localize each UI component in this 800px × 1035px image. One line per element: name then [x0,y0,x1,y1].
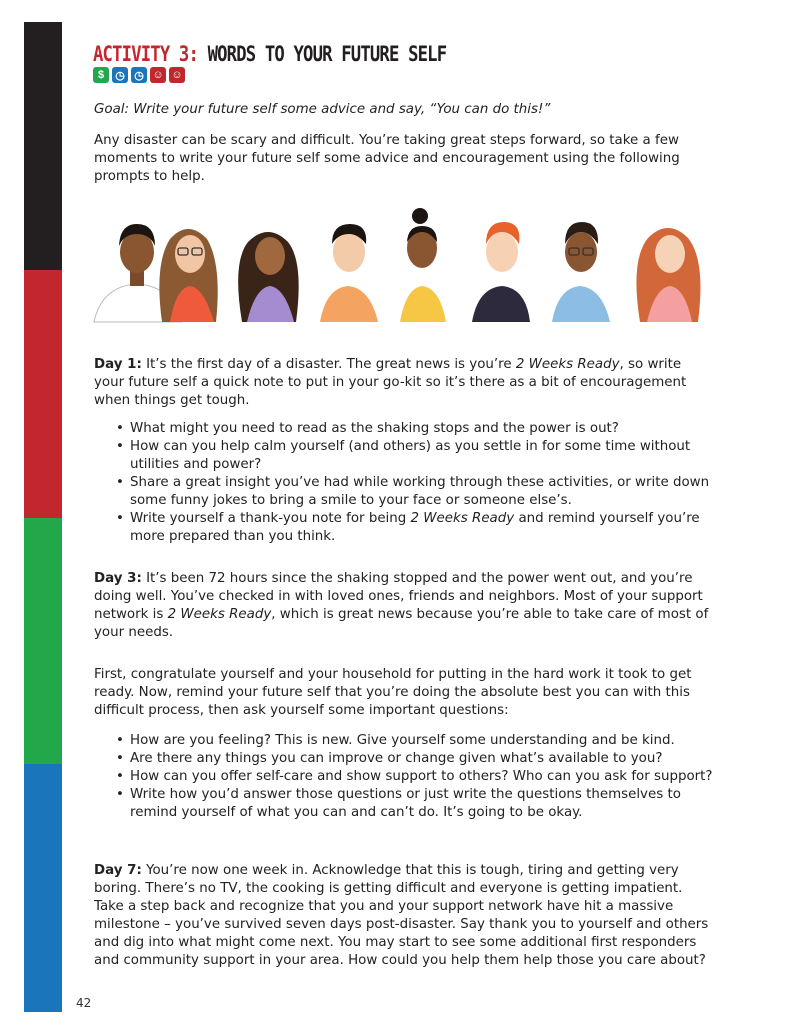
title-main: WORDS TO YOUR FUTURE SELF [207,42,447,66]
sidebar-green-section [24,518,62,764]
smiley-icon: ☺ [169,67,185,83]
day-1-emphasis: 2 Weeks Ready [515,357,620,372]
day-1-label: Day 1: [94,357,142,372]
day-1-prompt-list [94,420,714,546]
sidebar-black-section [24,22,62,270]
list-item: • How can you offer self-care and show support to others? Who can you ask for support? [94,768,714,786]
list-item: • How can you help calm yourself (and others) as you settle in for some time without utilities and power? [94,438,714,474]
person-7 [552,222,610,322]
person-5 [400,208,446,322]
title-prefix: ACTIVITY 3: [93,42,199,66]
goal-text: Goal: Write your future self some advice and say, “You can do this!” [94,102,551,117]
page-title [93,42,446,66]
sidebar-blue-section [24,764,62,1012]
list-item: • What might you need to read as the shaking stops and the power is out? [94,420,714,438]
day-3-label: Day 3: [94,571,142,586]
list-item-emphasis: 2 Weeks Ready [410,511,515,526]
intro-paragraph: Any disaster can be scary and difficult. You’re taking great steps forward, so take a few moments to write your future self some advice and encouragement using the following prompts to help. [94,133,680,184]
list-item: • Write how you’d answer those questions or just write the questions themselves to remind yourself of what you can and can’t do. It’s going to be okay. [94,786,714,822]
person-8 [636,228,700,322]
list-item: • How are you feeling? This is new. Give yourself some understanding and be kind. [94,732,714,750]
clock-icon: ◷ [131,67,147,83]
sidebar-red-section [24,270,62,518]
list-item [94,510,714,546]
page-number: 42 [76,996,92,1010]
day-1-text-before: It’s the first day of a disaster. The great news is you’re [141,357,516,372]
person-6 [472,222,530,322]
person-3 [238,232,299,322]
person-4 [320,224,378,322]
day-3-paragraph [94,570,714,642]
dollar-icon: $ [93,67,109,83]
day-3-emphasis: 2 Weeks Ready [167,607,272,622]
day-3-text-after: , which is great news because you’re able to take care of most of your needs. [94,607,709,640]
list-item-text-after: and remind yourself you’re more prepared than you think. [130,511,700,544]
clock-icon: ◷ [112,67,128,83]
day-7-text: You’re now one week in. Acknowledge that this is tough, tiring and getting very boring. There’s no TV, the cooking is getting difficult and everyone is getting impatient. Take a step back and recognize that you and your support network have hit a massive milestone – you’ve survived seven days post-disaster. Say thank you to yourself and others and dig into what might come next. You may start to see some additional first responders and community support in your area. How could you help them help those you care about? [94,863,709,968]
congratulate-paragraph: First, congratulate yourself and your household for putting in the hard work it took to get ready. Now, remind your future self that you’re doing the absolute best you can with this difficult process, then ask yourself some important questions: [94,667,692,718]
day-3-question-list [94,732,714,822]
day-7-paragraph [94,862,714,970]
day-1-paragraph [94,356,714,410]
smiley-icon: ☺ [150,67,166,83]
list-item-text-before: Write yourself a thank-you note for being [130,511,411,526]
activity-header [93,42,524,83]
day-3-text-before: It’s been 72 hours since the shaking stopped and the power went out, and you’re doing well. You’ve checked in with loved ones, friends and neighbors. Most of your support network is [94,571,703,622]
person-2 [159,229,217,322]
day-1-text-after: , so write your future self a quick note to put in your go-kit so it’s there as a bit of encouragement when things get tough. [94,357,687,408]
group-of-people-illustration [92,204,732,324]
category-badges [93,67,524,83]
list-item: • Share a great insight you’ve had while working through these activities, or write down some funny jokes to bring a smile to your face or someone else’s. [94,474,714,510]
list-item: • Are there any things you can improve or change given what’s available to you? [94,750,714,768]
day-7-label: Day 7: [94,863,142,878]
